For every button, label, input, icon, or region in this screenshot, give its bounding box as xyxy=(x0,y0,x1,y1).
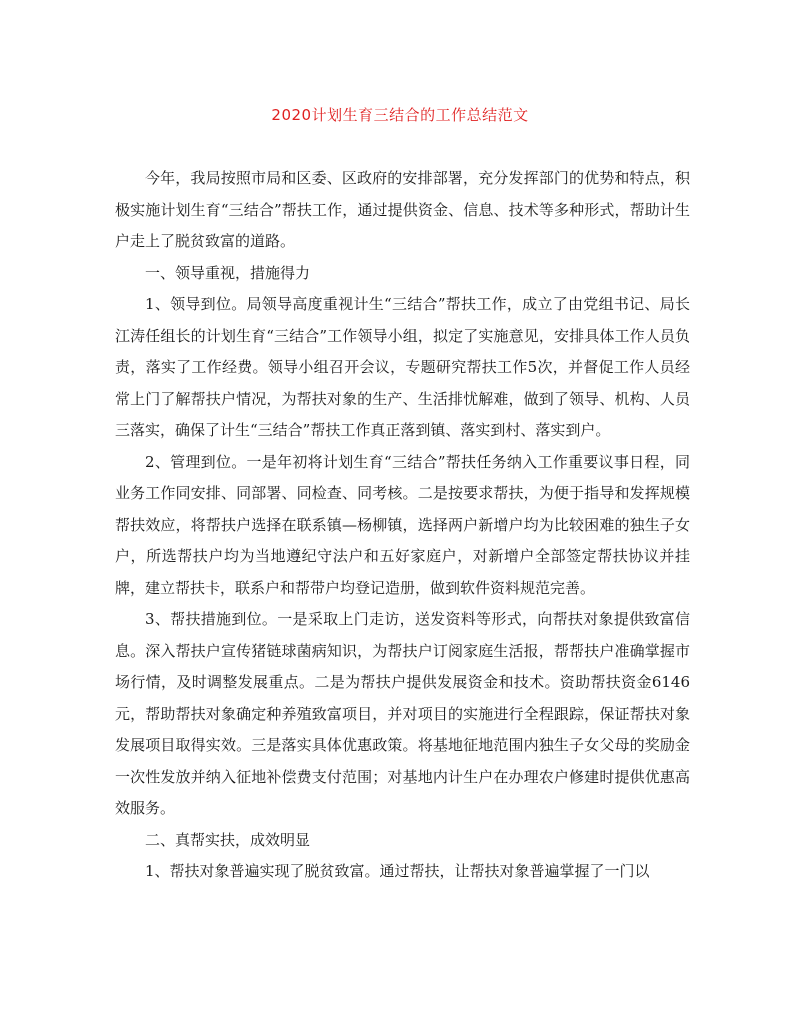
paragraph-management: 2、管理到位。一是年初将计划生育“三结合”帮扶任务纳入工作重要议事日程，同业务工作同安排、同部署、同检查、同考核。二是按要求帮扶，为便于指导和发挥规模帮扶效应，将帮扶户选择在联系镇—杨柳镇，选择两户新增户均为比较困难的独生子女户，所选帮扶户均为当地遵纪守法户和五好家庭户，对新增户全部签定帮扶协议并挂牌，建立帮扶卡，联系户和帮带户均登记造册，做到软件资料规范完善。 xyxy=(115,452,690,597)
paragraph-intro: 今年，我局按照市局和区委、区政府的安排部署，充分发挥部门的优势和特点，积极实施计划生育“三结合”帮扶工作，通过提供资金、信息、技术等多种形式，帮助计生户走上了脱贫致富的道路。 xyxy=(115,169,690,250)
paragraph-measures: 3、帮扶措施到位。一是采取上门走访，送发资料等形式，向帮扶对象提供致富信息。深入帮扶户宣传猪链球菌病知识，为帮扶户订阅家庭生活报，帮帮扶户准确掌握市场行情，及时调整发展重点。二是为帮扶户提供发展资金和技术。资助帮扶资金6146元，帮助帮扶对象确定种养殖致富项目，并对项目的实施进行全程跟踪，保证帮扶对象发展项目取得实效。三是落实具体优惠政策。将基地征地范围内独生子女父母的奖励金一次性发放并纳入征地补偿费支付范围；对基地内计生户在办理农户修建时提供优惠高效服务。 xyxy=(115,610,690,817)
document-body xyxy=(115,163,690,888)
section-heading-2: 二、真帮实扶，成效明显 xyxy=(145,830,311,849)
paragraph-results: 1、帮扶对象普遍实现了脱贫致富。通过帮扶，让帮扶对象普遍掌握了一门以 xyxy=(145,862,650,880)
paragraph-leadership: 1、领导到位。局领导高度重视计生“三结合”帮扶工作，成立了由党组书记、局长江涛任组长的计划生育“三结合”工作领导小组，拟定了实施意见，安排具体工作人员负责，落实了工作经费。领导小组召开会议，专题研究帮扶工作5次，并督促工作人员经常上门了解帮扶户情况，为帮扶对象的生产、生活排忧解难，做到了领导、机构、人员三落实，确保了计生“三结合”帮扶工作真正落到镇、落实到村、落实到户。 xyxy=(115,295,690,439)
section-heading-1: 一、领导重视，措施得力 xyxy=(145,263,311,282)
document-title: 2020计划生育三结合的工作总结范文 xyxy=(271,106,529,124)
